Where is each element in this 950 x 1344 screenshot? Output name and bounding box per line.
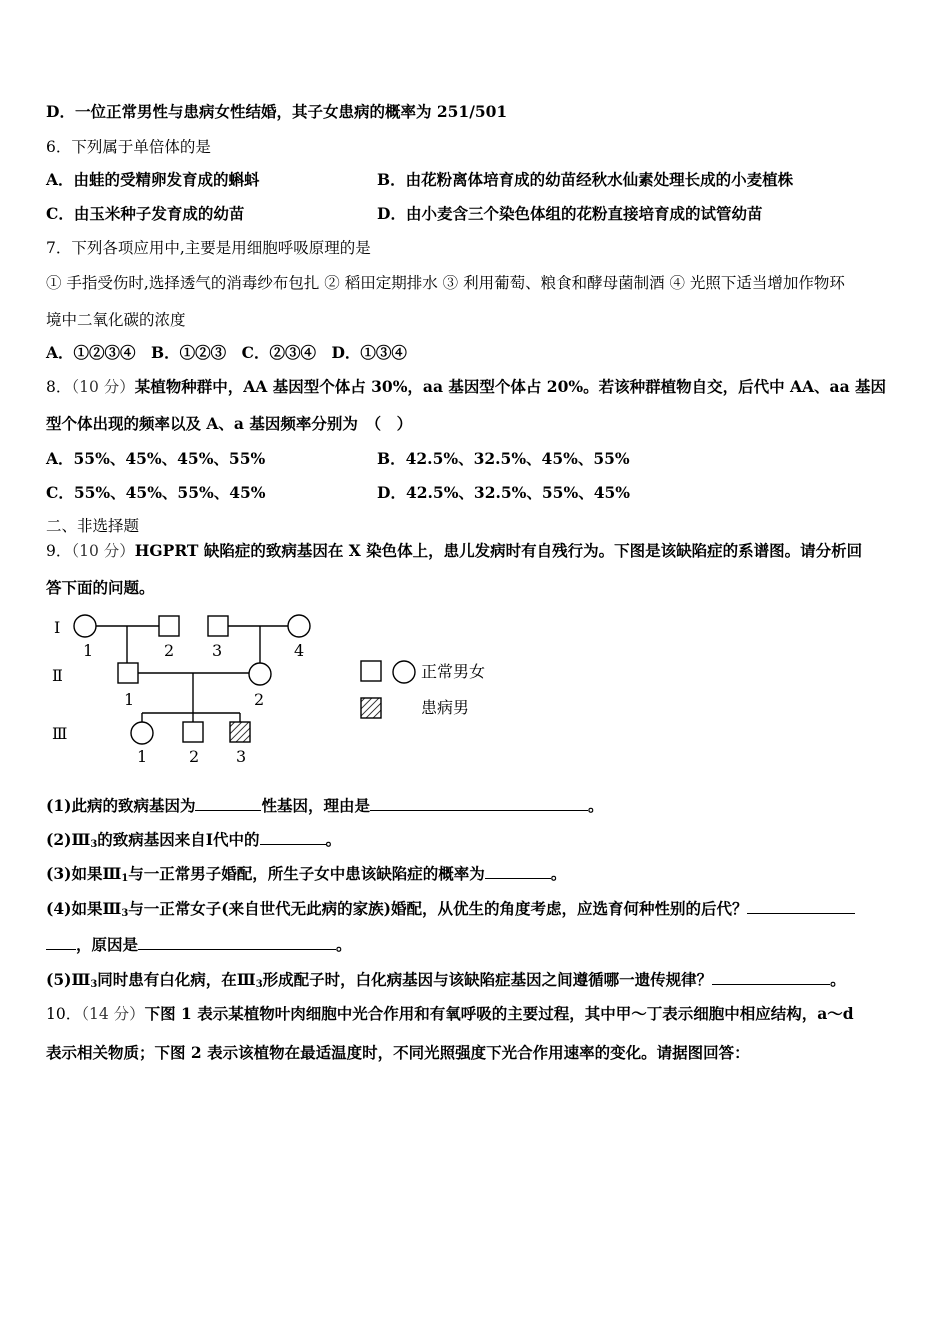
iii1-female-symbol bbox=[131, 722, 153, 744]
ii1-male-symbol bbox=[118, 663, 138, 683]
q10-stem-line1 bbox=[46, 1004, 854, 1024]
ii2-number: 2 bbox=[254, 690, 265, 709]
q8-stem-line1 bbox=[46, 377, 886, 397]
i1-number: 1 bbox=[83, 641, 94, 660]
q9-part1-blank1[interactable] bbox=[195, 796, 261, 811]
q9-part1-blank2[interactable] bbox=[370, 796, 588, 811]
i3-male-symbol bbox=[208, 616, 228, 636]
q9-points: （10 分） bbox=[71, 542, 135, 560]
q9-part5-end: 。 bbox=[830, 970, 846, 989]
q9-part4-blank1-cont[interactable] bbox=[46, 935, 76, 950]
q6-option-d: D．由小麦含三个染色体组的花粉直接培育成的试管幼苗 bbox=[377, 204, 763, 223]
q9-part5-text2: 同时患有白化病，在Ⅲ bbox=[97, 970, 256, 989]
q9-number: 9． bbox=[46, 542, 72, 560]
iii3-affected-male-symbol bbox=[230, 722, 250, 742]
q7-body-line2: 境中二氧化碳的浓度 bbox=[46, 311, 186, 329]
i4-number: 4 bbox=[294, 641, 305, 660]
q9-part4-blank1[interactable] bbox=[747, 899, 855, 914]
iii2-number: 2 bbox=[189, 747, 200, 766]
q6-option-c: C．由玉米种子发育成的幼苗 bbox=[46, 204, 245, 223]
q9-part2-text2: 的致病基因来自Ⅰ代中的 bbox=[97, 830, 260, 849]
iii1-number: 1 bbox=[137, 747, 148, 766]
q10-points: （14 分） bbox=[81, 1005, 145, 1023]
q8-option-c: C．55%、45%、55%、45% bbox=[46, 483, 266, 502]
i1-female-symbol bbox=[74, 615, 96, 637]
q9-part3-blank[interactable] bbox=[485, 864, 551, 879]
i2-number: 2 bbox=[164, 641, 175, 660]
q9-part4-cont bbox=[46, 935, 352, 955]
gen-label-i: Ⅰ bbox=[54, 618, 61, 637]
q9-part1-text2: 性基因，理由是 bbox=[261, 796, 370, 815]
q8-stem-text: 某植物种群中，AA 基因型个体占 30%，aa 基因型个体占 20%。若该种群植物自交，后代中 AA、aa 基因 bbox=[134, 377, 887, 396]
q8-option-b: B．42.5%、32.5%、45%、55% bbox=[377, 449, 630, 468]
q8-number: 8． bbox=[46, 378, 72, 396]
q9-stem-line2: 答下面的问题。 bbox=[46, 578, 155, 597]
q9-part4-text: (4)如果Ⅲ bbox=[46, 899, 122, 918]
q9-part3-text2: 与一正常男子婚配，所生子女中患该缺陷症的概率为 bbox=[128, 864, 485, 883]
q9-part5-blank[interactable] bbox=[712, 970, 830, 985]
q9-part3-sub: 1 bbox=[121, 873, 129, 884]
q5-option-d: D．一位正常男性与患病女性结婚，其子女患病的概率为 251/501 bbox=[46, 102, 508, 121]
q9-stem-text: HGPRT 缺陷症的致病基因在 X 染色体上，患儿发病时有自残行为。下图是该缺陷症的系谱图。请分析回 bbox=[134, 541, 863, 560]
gen-label-ii: Ⅱ bbox=[52, 666, 63, 685]
q8-points: （10 分） bbox=[71, 378, 135, 396]
q9-part4-end: 。 bbox=[336, 935, 352, 954]
q6-option-a: A．由蛙的受精卵发育成的蝌蚪 bbox=[46, 170, 260, 189]
q6-stem: 6．下列属于单倍体的是 bbox=[46, 138, 211, 156]
q9-part4 bbox=[46, 899, 855, 924]
gen-label-iii: Ⅲ bbox=[52, 724, 68, 743]
q10-stem-line2: 表示相关物质；下图 2 表示该植物在最适温度时，不同光照强度下光合作用速率的变化。请据图回答： bbox=[46, 1043, 750, 1062]
legend-normal-label: 正常男女 bbox=[421, 662, 486, 681]
q9-part2 bbox=[46, 830, 341, 855]
iii3-number: 3 bbox=[236, 747, 247, 766]
ii2-female-symbol bbox=[249, 663, 271, 685]
q9-part4-sub: 3 bbox=[121, 908, 129, 919]
q9-part4-text2: 与一正常女子(来自世代无此病的家族)婚配，从优生的角度考虑，应选育何种性别的后代？ bbox=[128, 899, 748, 918]
q9-part1-end: 。 bbox=[587, 796, 604, 815]
pedigree-chart bbox=[40, 605, 520, 780]
legend-affected-label: 患病男 bbox=[421, 698, 470, 717]
q10-stem-text: 下图 1 表示某植物叶肉细胞中光合作用和有氧呼吸的主要过程，其中甲～丁表示细胞中相应结构，a～d bbox=[144, 1004, 854, 1023]
q9-part1-text: (1)此病的致病基因为 bbox=[46, 796, 196, 815]
q7-options: A．①②③④ B．①②③ C．②③④ D．①③④ bbox=[46, 343, 407, 362]
q9-part3-end: 。 bbox=[550, 864, 567, 883]
iii2-male-symbol bbox=[183, 722, 203, 742]
q7-body-line1: ① 手指受伤时,选择透气的消毒纱布包扎 ② 稻田定期排水 ③ 利用葡萄、粮食和酵母菌制酒 ④ 光照下适当增加作物环 bbox=[46, 274, 845, 292]
legend-male-square bbox=[361, 661, 381, 681]
q9-part5-sub2: 3 bbox=[255, 979, 263, 990]
q9-part2-sub: 3 bbox=[90, 839, 98, 850]
i3-number: 3 bbox=[212, 641, 223, 660]
ii1-number: 1 bbox=[124, 690, 135, 709]
q9-part2-end: 。 bbox=[325, 830, 342, 849]
q9-part4-text3: ，原因是 bbox=[76, 935, 139, 954]
q9-part5-text3: 形成配子时，白化病基因与该缺陷症基因之间遵循哪一遗传规律？ bbox=[262, 970, 713, 989]
q8-stem-line2: 型个体出现的频率以及 A、a 基因频率分别为 （ ） bbox=[46, 414, 413, 433]
q7-stem: 7．下列各项应用中,主要是用细胞呼吸原理的是 bbox=[46, 239, 371, 257]
q9-part3 bbox=[46, 864, 566, 889]
i2-male-symbol bbox=[159, 616, 179, 636]
q9-part2-blank[interactable] bbox=[260, 830, 326, 845]
q9-stem-line1 bbox=[46, 541, 862, 561]
q9-part2-text: (2)Ⅲ bbox=[46, 830, 91, 849]
q9-part5-sub: 3 bbox=[90, 979, 98, 990]
q9-part3-text: (3)如果Ⅲ bbox=[46, 864, 122, 883]
q8-option-d: D．42.5%、32.5%、55%、45% bbox=[377, 483, 630, 502]
legend-affected-square bbox=[361, 698, 381, 718]
q6-option-b: B．由花粉离体培育成的幼苗经秋水仙素处理长成的小麦植株 bbox=[377, 170, 794, 189]
q9-part4-blank2[interactable] bbox=[138, 935, 336, 950]
i4-female-symbol bbox=[288, 615, 310, 637]
q10-number: 10． bbox=[46, 1005, 82, 1023]
legend-female-circle bbox=[393, 661, 415, 683]
q9-part1 bbox=[46, 796, 603, 816]
q9-part5-text: (5)Ⅲ bbox=[46, 970, 91, 989]
q8-option-a: A．55%、45%、45%、55% bbox=[46, 449, 266, 468]
section-heading: 二、非选择题 bbox=[46, 517, 140, 535]
q9-part5 bbox=[46, 970, 846, 995]
